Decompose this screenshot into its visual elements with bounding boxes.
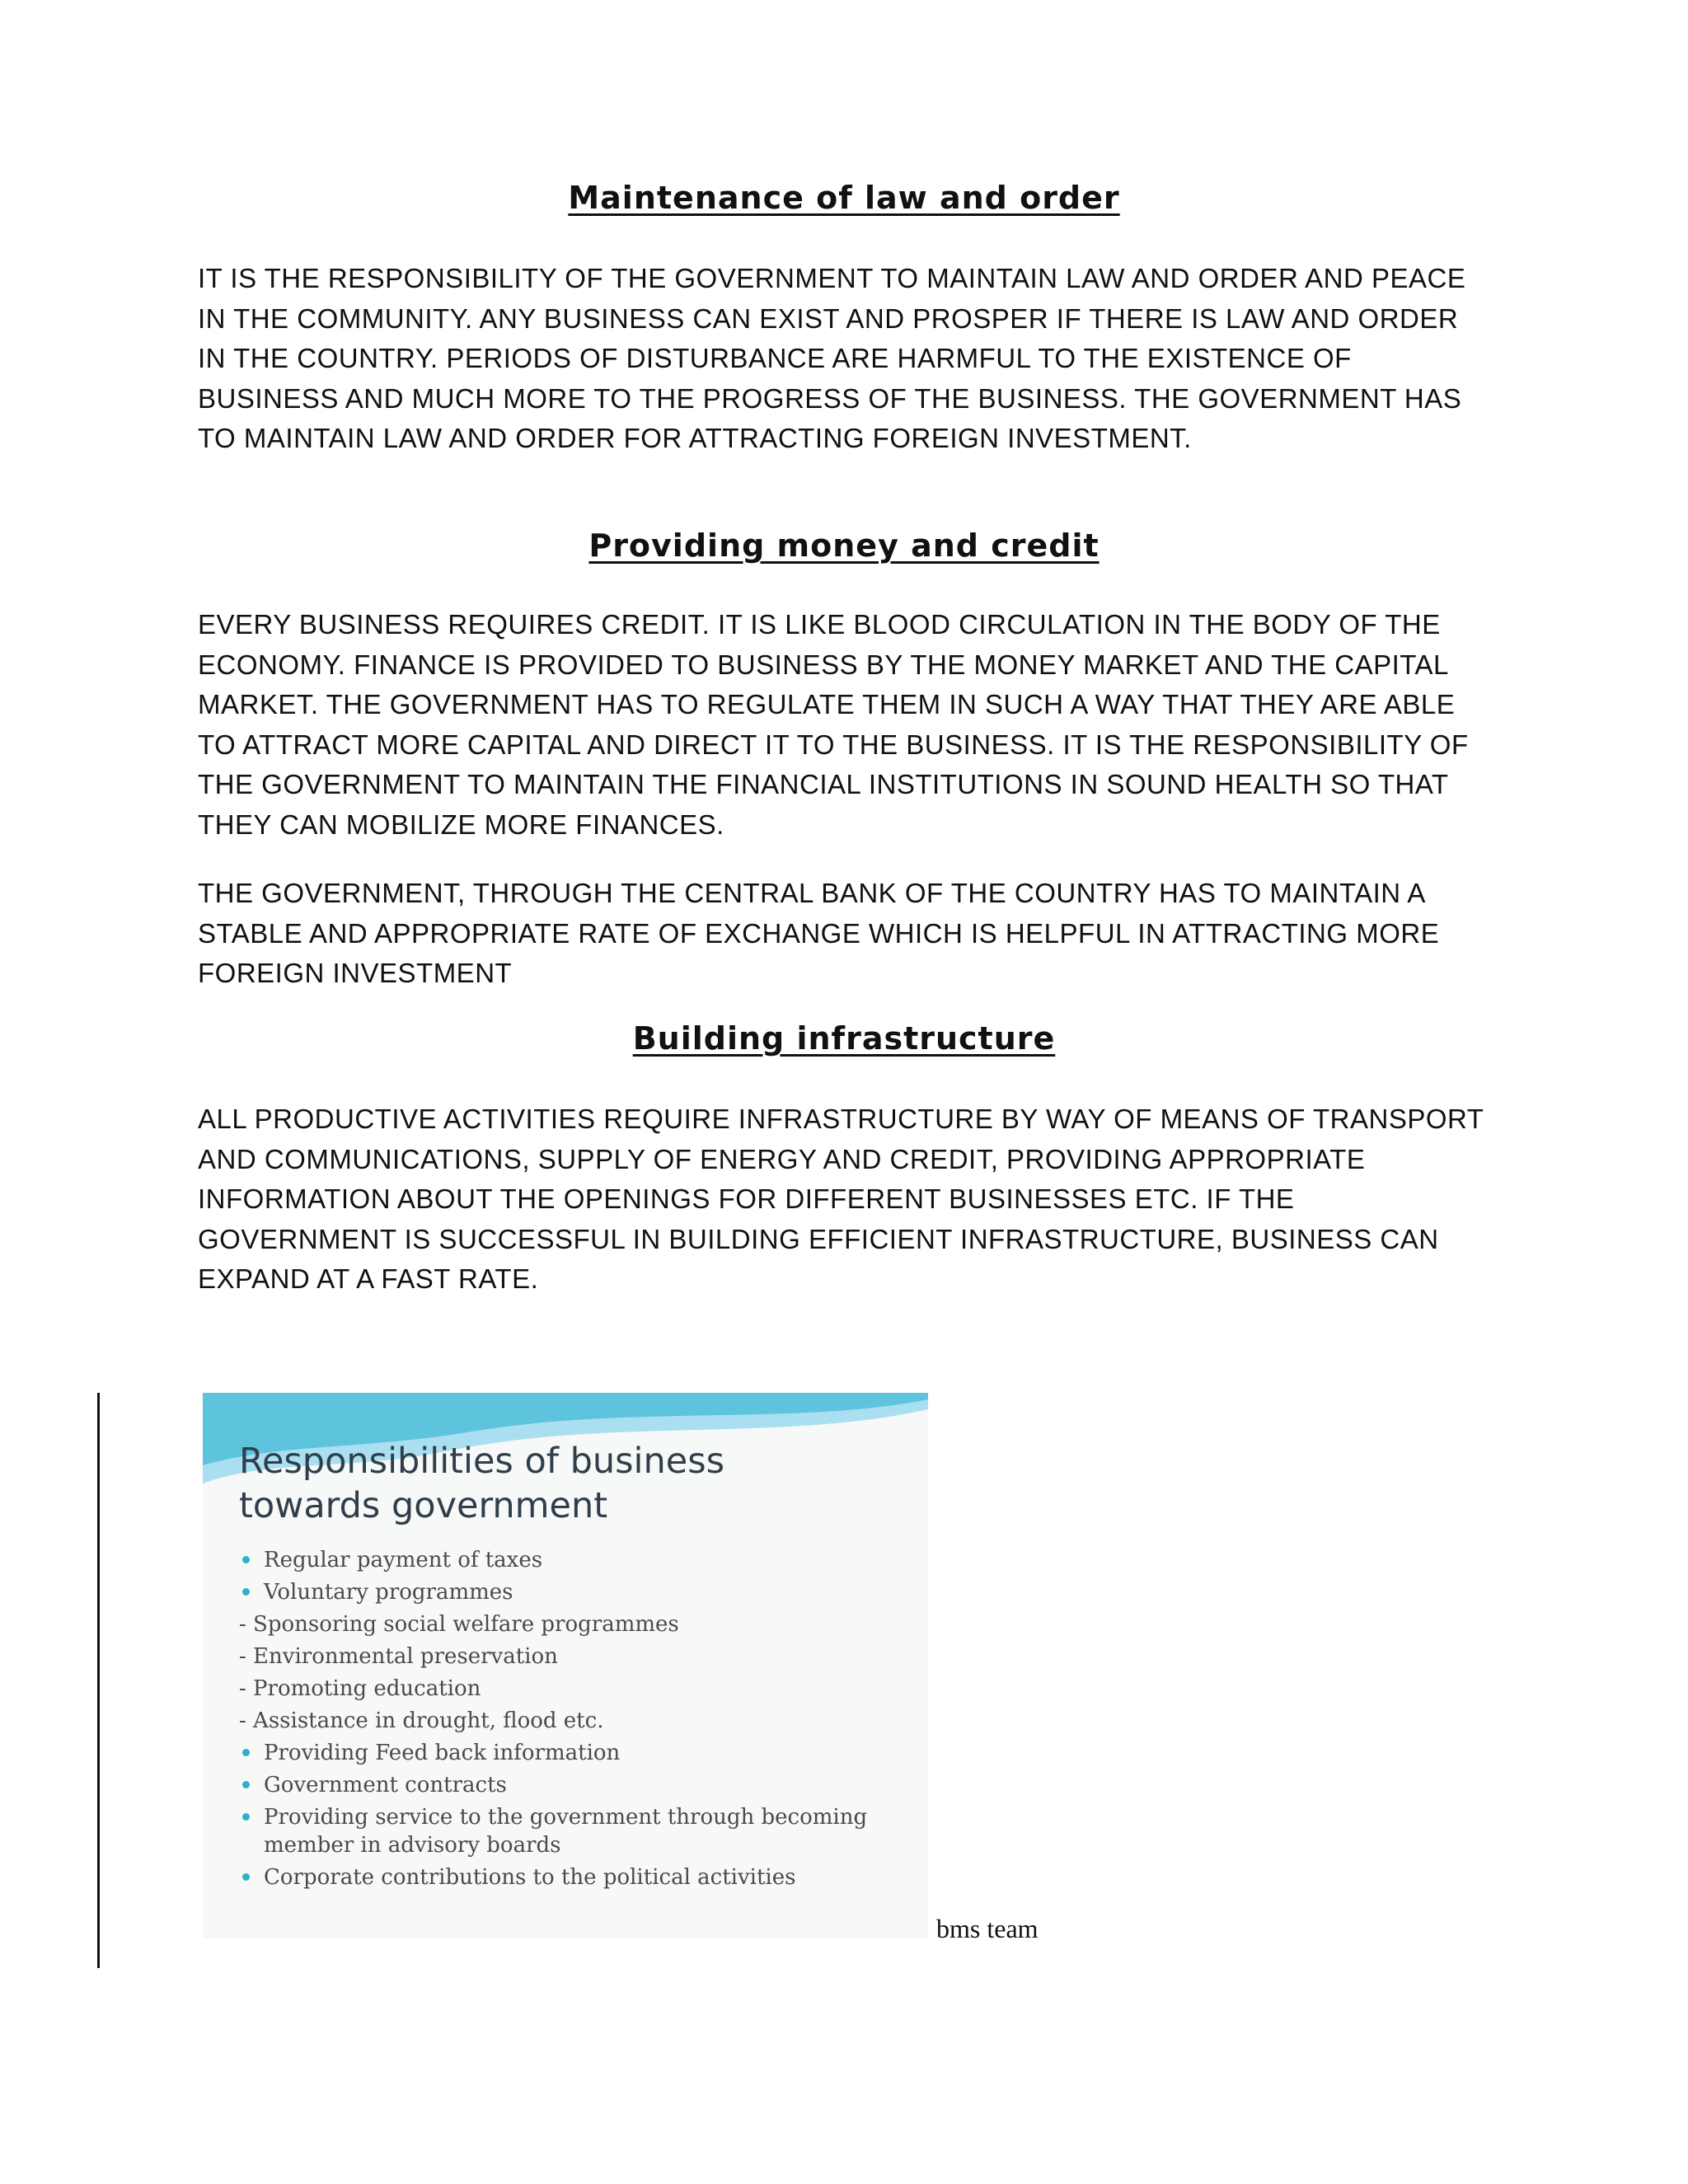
paragraph-money-and-credit-2: THE GOVERNMENT, THROUGH THE CENTRAL BANK OF THE COUNTRY HAS TO MAINTAIN A STABLE AND APPROPRIATE RATE OF EXCHANGE WHICH IS HELPFUL IN ATTRACTING MORE FOREIGN INVESTMENT: [198, 878, 1440, 988]
slide-item-text: - Promoting education: [239, 1676, 481, 1701]
paragraph-building-infrastructure: ALL PRODUCTIVE ACTIVITIES REQUIRE INFRASTRUCTURE BY WAY OF MEANS OF TRANSPORT AND COMMUNICATIONS, SUPPLY OF ENERGY AND CREDIT, PROVIDING APPROPRIATE INFORMATION ABOUT THE OPENINGS FOR DIFFERENT BUSINESSES ETC. IF THE GOVERNMENT IS SUCCESSFUL IN BUILDING EFFICIENT INFRASTRUCTURE, BUSINESS CAN EXPAND AT A FAST RATE.: [198, 1104, 1484, 1294]
slide-bullet-item: [239, 1803, 915, 1859]
slide-item-text: - Assistance in drought, flood etc.: [239, 1708, 604, 1733]
heading-money-and-credit: Providing money and credit: [588, 527, 1100, 564]
bullet-dot-icon: [242, 1781, 250, 1788]
slide-item-text: Corporate contributions to the political activities: [264, 1865, 796, 1890]
heading-law-and-order: Maintenance of law and order: [568, 180, 1120, 216]
slide-item-text: Regular payment of taxes: [264, 1548, 543, 1572]
paragraph-law-and-order: IT IS THE RESPONSIBILITY OF THE GOVERNMENT TO MAINTAIN LAW AND ORDER AND PEACE IN THE COMMUNITY. ANY BUSINESS CAN EXIST AND PROSPER IF THERE IS LAW AND ORDER IN THE COUNTRY. PERIODS OF DISTURBANCE ARE HARMFUL TO THE EXISTENCE OF BUSINESS AND MUCH MORE TO THE PROGRESS OF THE BUSINESS. THE GOVERNMENT HAS TO MAINTAIN LAW AND ORDER FOR ATTRACTING FOREIGN INVESTMENT.: [198, 263, 1466, 453]
slide-sub-item: [239, 1707, 915, 1735]
slide-title-line1: Responsibilities of business: [239, 1441, 725, 1482]
slide-item-text: - Sponsoring social welfare programmes: [239, 1612, 679, 1637]
slide-list: [239, 1546, 915, 1896]
slide-title-line2: towards government: [239, 1485, 608, 1526]
bullet-dot-icon: [242, 1873, 250, 1881]
slide-image: [203, 1393, 928, 1938]
bullet-dot-icon: [242, 1588, 250, 1596]
slide-sub-item: [239, 1643, 915, 1671]
slide-bullet-item: [239, 1771, 915, 1799]
image-caption: bms team: [936, 1914, 1039, 1943]
slide-bullet-item: [239, 1863, 915, 1891]
slide-bullet-item: [239, 1546, 915, 1574]
slide-bullet-item: [239, 1578, 915, 1606]
bullet-dot-icon: [242, 1749, 250, 1756]
bullet-dot-icon: [242, 1556, 250, 1563]
bullet-dot-icon: [242, 1813, 250, 1821]
slide-item-text: Providing Feed back information: [264, 1741, 621, 1765]
slide-sub-item: [239, 1675, 915, 1703]
slide-bullet-item: [239, 1739, 915, 1767]
slide-item-text: Voluntary programmes: [264, 1580, 513, 1605]
paragraph-money-and-credit-1: EVERY BUSINESS REQUIRES CREDIT. IT IS LIKE BLOOD CIRCULATION IN THE BODY OF THE ECONOMY. FINANCE IS PROVIDED TO BUSINESS BY THE MONEY MARKET AND THE CAPITAL MARKET. THE GOVERNMENT HAS TO REGULATE THEM IN SUCH A WAY THAT THEY ARE ABLE TO ATTRACT MORE CAPITAL AND DIRECT IT TO THE BUSINESS. IT IS THE RESPONSIBILITY OF THE GOVERNMENT TO MAINTAIN THE FINANCIAL INSTITUTIONS IN SOUND HEALTH SO THAT THEY CAN MOBILIZE MORE FINANCES.: [198, 609, 1469, 840]
slide-title: [239, 1439, 915, 1528]
slide-item-text: Providing service to the government through becoming member in advisory boards: [264, 1805, 868, 1858]
heading-building-infrastructure: Building infrastructure: [632, 1020, 1056, 1057]
slide-item-text: Government contracts: [264, 1773, 507, 1797]
margin-rule: [97, 1393, 100, 1968]
slide-item-text: - Environmental preservation: [239, 1644, 558, 1669]
slide-sub-item: [239, 1610, 915, 1638]
